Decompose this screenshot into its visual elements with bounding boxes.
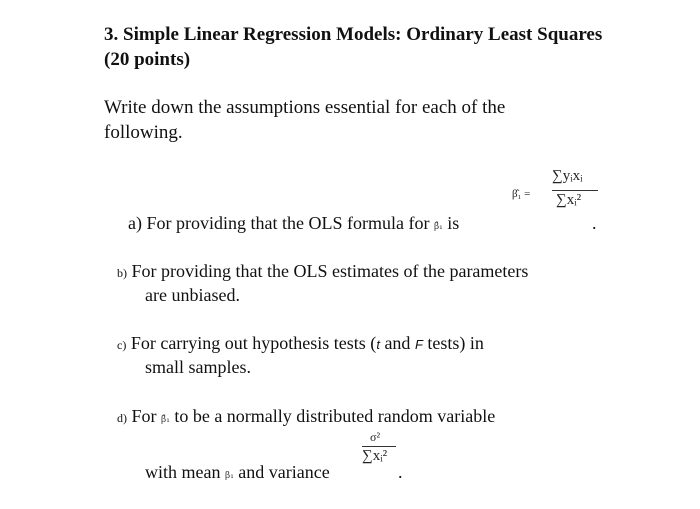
item-c-text-2: tests) in [427,333,484,353]
item-marker: b) [117,266,127,280]
formula-lhs: β̂₁ = [512,188,531,200]
item-marker: c) [117,338,127,352]
item-d [117,404,495,432]
item-b-line2: are unbiased. [145,285,240,305]
item-a-text: For providing that the OLS formula for [146,213,430,233]
item-c-line2: small samples. [145,357,251,377]
item-d-and-variance: and variance [238,462,330,482]
item-d-line2 [145,460,330,488]
item-a [128,211,459,239]
beta-hat-symbol: β̂₁ [433,222,443,232]
f-symbol: F [414,337,423,352]
item-b [117,259,528,285]
variance-numerator: σ² [370,430,381,444]
formula-denominator: ∑xᵢ² [556,192,582,208]
ols-formula [512,168,602,230]
variance-denominator: ∑xᵢ² [362,448,388,464]
item-c-and: and [384,333,411,353]
item-d-for: For [131,406,157,426]
item-d-with-mean: with mean [145,462,221,482]
item-c-text-1: For carrying out hypothesis tests ( [130,333,377,353]
item-a-text-after: is [447,213,460,233]
fraction-bar [552,190,598,191]
item-marker: a) [128,213,142,233]
variance-period: . [398,462,403,482]
beta-hat-symbol: β̂₁ [161,415,170,425]
t-symbol: t [376,337,380,352]
formula-period: . [592,213,597,233]
item-b-line1: For providing that the OLS estimates of the parameters [131,261,529,281]
item-d-line1: to be a normally distributed random variable [174,406,496,426]
fraction-bar [362,446,396,447]
item-c [117,331,484,357]
beta-symbol: β₁ [224,471,234,481]
question-intro: Write down the assumptions essential for each of the following. [104,97,506,143]
question-title: 3. Simple Linear Regression Models: Ordinary Least Squares (20 points) [104,24,603,70]
formula-numerator: ∑yᵢxᵢ [552,168,583,184]
item-marker: d) [117,411,127,425]
